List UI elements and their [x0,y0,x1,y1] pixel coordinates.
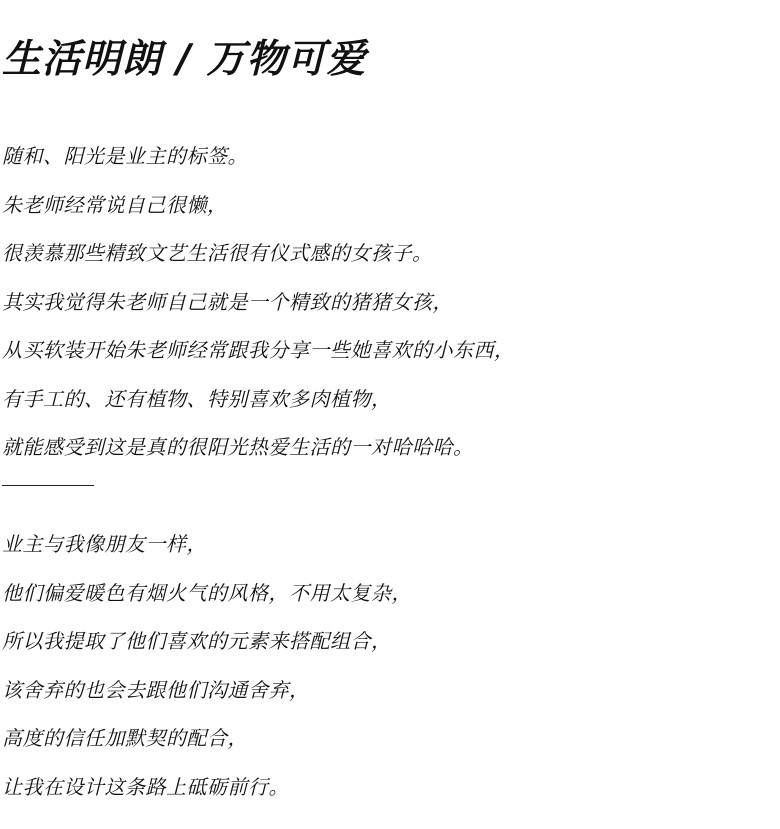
text-line: 朱老师经常说自己很懒， [2,192,228,217]
text-line: 其实我觉得朱老师自己就是一个精致的猪猪女孩， [2,289,453,314]
text-line: 他们偏爱暖色有烟火气的风格，不用太复杂， [2,580,412,605]
page-title: 生活明朗 / 万物可爱 [2,37,367,82]
text-line: 很羡慕那些精致文艺生活很有仪式感的女孩子。 [2,241,433,265]
paragraph-2 [2,520,412,811]
text-line: 所以我提取了他们喜欢的元素来搭配组合， [2,629,392,653]
paragraph-1 [2,132,515,472]
text-line: 从买软装开始朱老师经常跟我分享一些她喜欢的小东西， [2,338,515,362]
text-line: 业主与我像朋友一样， [2,532,207,556]
text-line: 有手工的、还有植物、特别喜欢多肉植物， [2,386,392,411]
text-line: 让我在设计这条路上砥砺前行。 [2,774,289,799]
text-line: 高度的信任加默契的配合， [2,726,248,750]
text-line: 随和、阳光是业主的标签。 [2,144,248,168]
section-divider [2,485,94,486]
text-line: 就能感受到这是真的很阳光热爱生活的一对哈哈哈。 [2,435,474,459]
text-line: 该舍弃的也会去跟他们沟通舍弃， [2,677,310,702]
